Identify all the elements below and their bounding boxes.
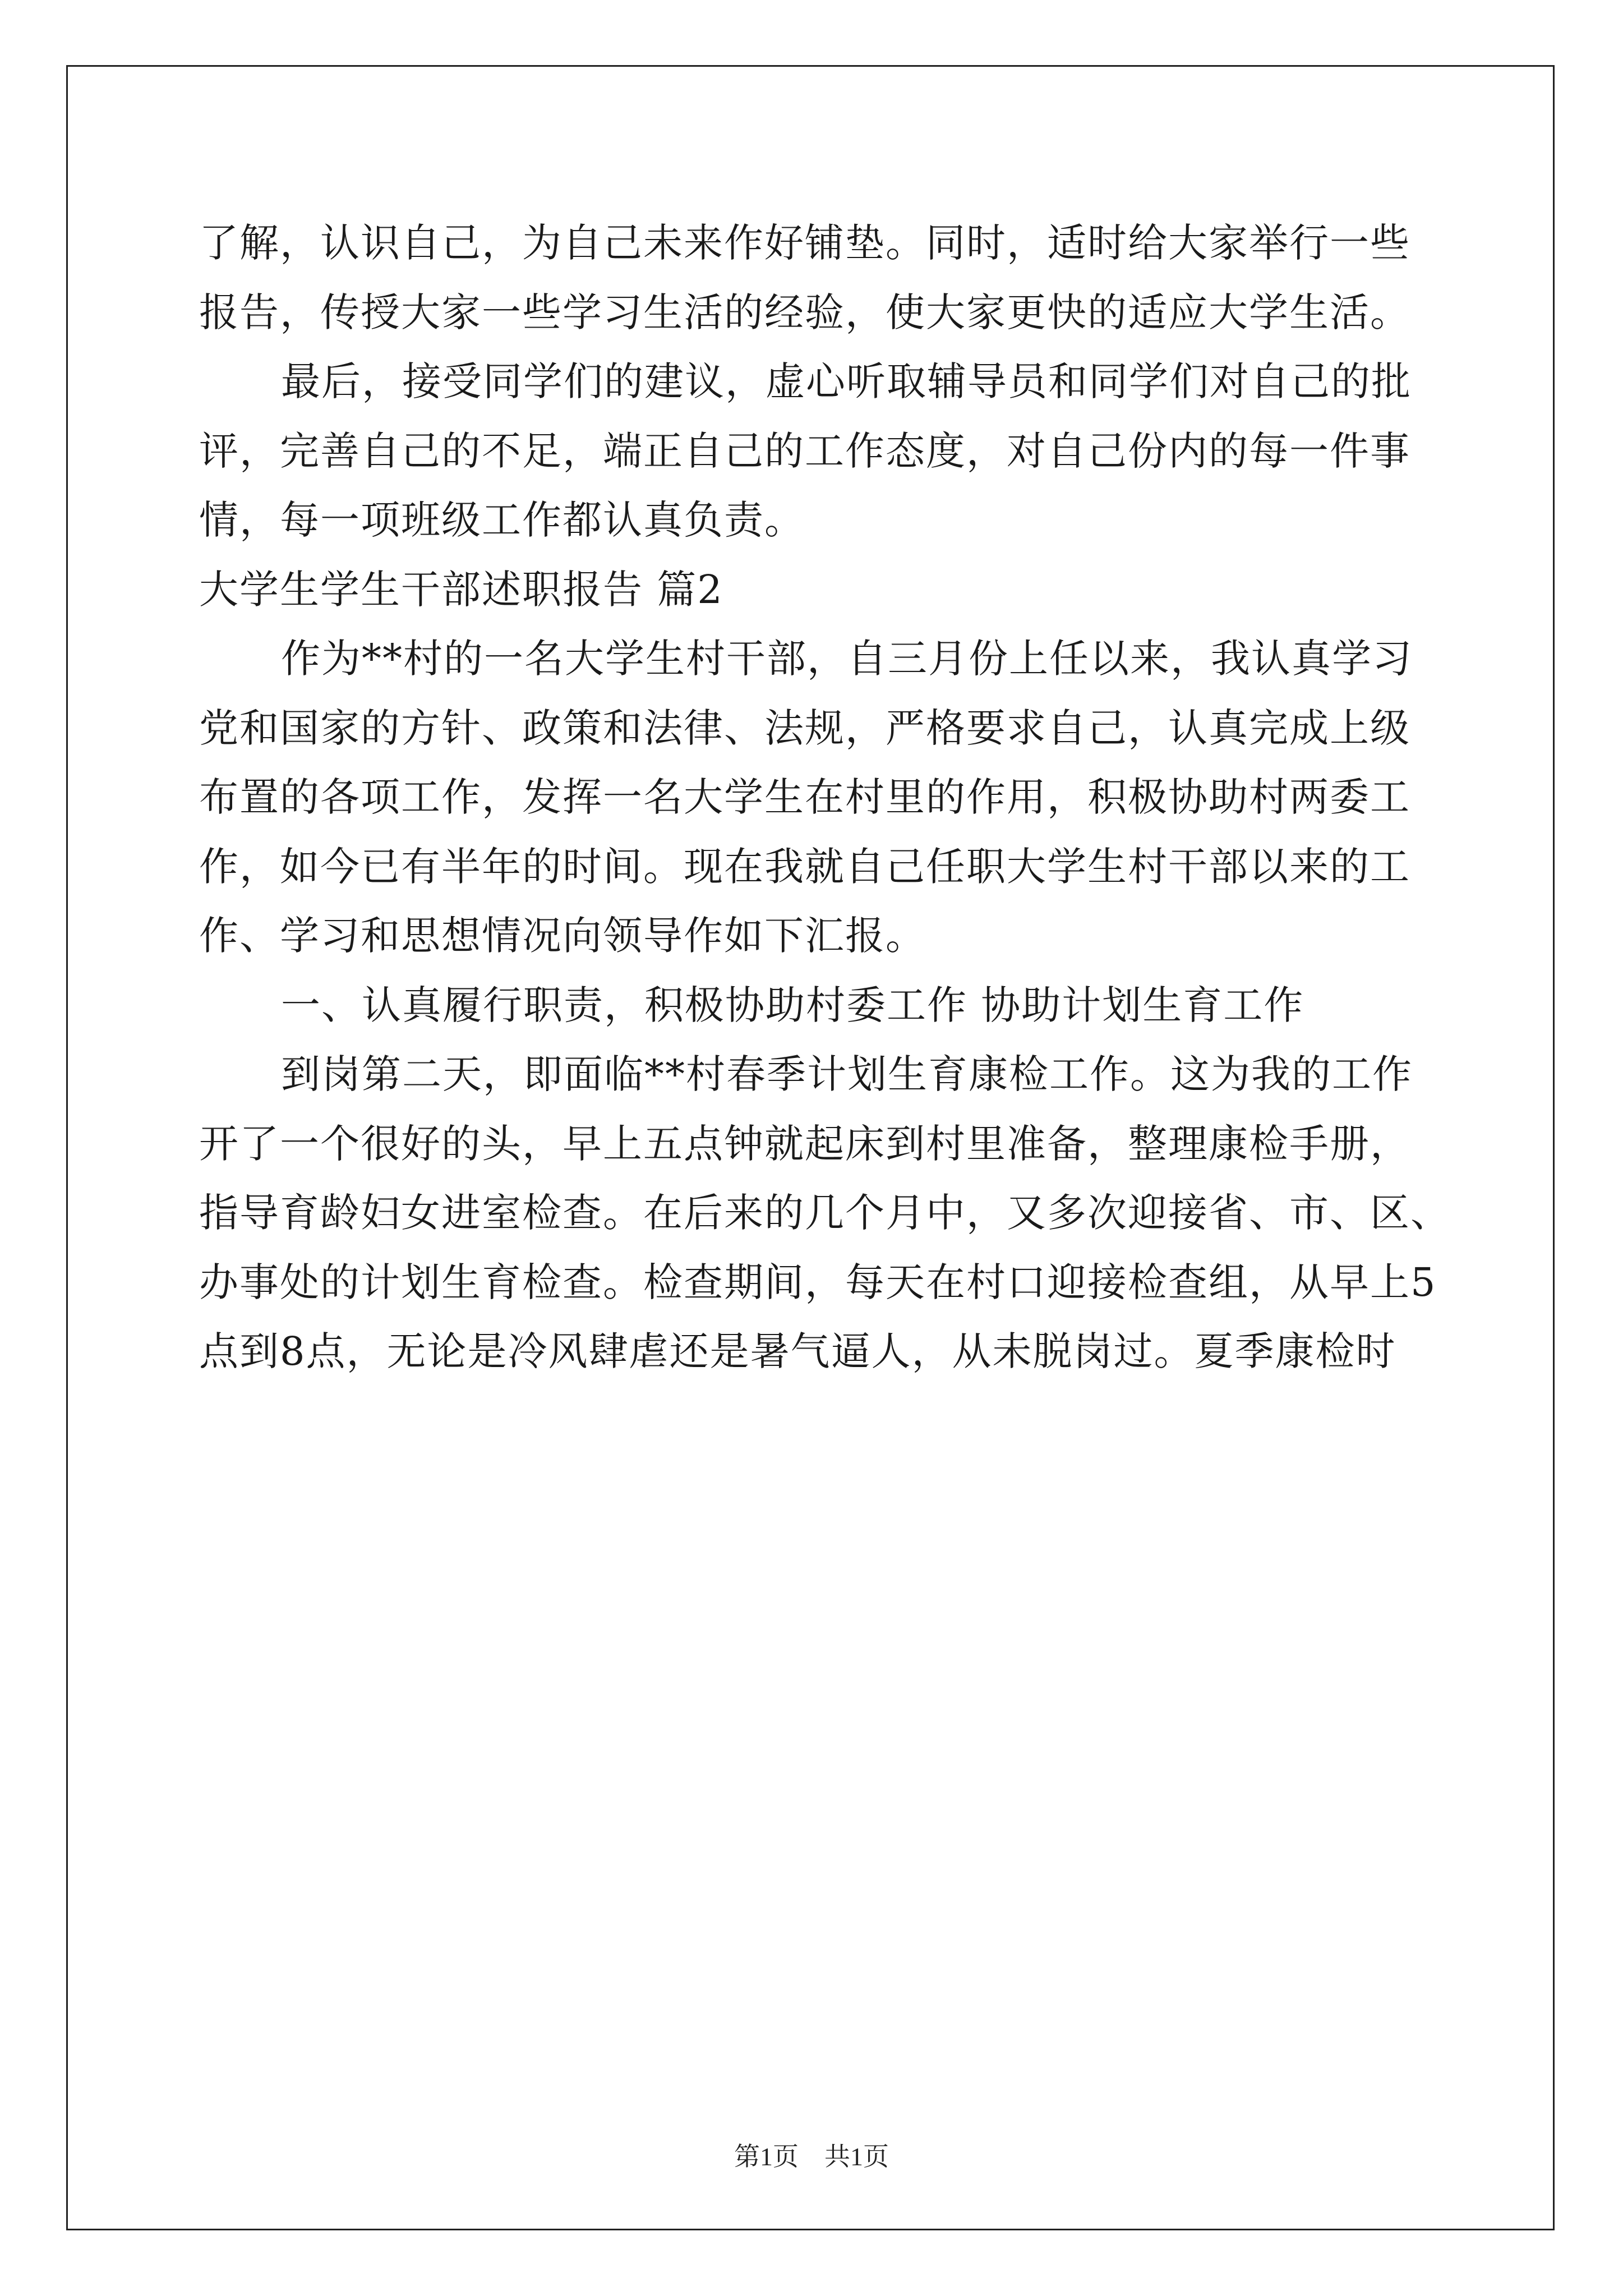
text-line-1: 了解，认识自己，为自己未来作好铺垫。同时，适时给大家举行一些 xyxy=(199,220,1410,266)
text-line-2: 报告，传授大家一些学习生活的经验，使大家更快的适应大学生活。 xyxy=(199,289,1410,335)
text-line-10: 作，如今已有半年的时间。现在我就自己任职大学生村干部以来的工 xyxy=(199,843,1410,890)
text-line-4: 评，完善自己的不足，端正自己的工作态度，对自己份内的每一件事 xyxy=(199,427,1410,474)
text-line-16: 办事处的计划生育检查。检查期间，每天在村口迎接检查组，从早上5 xyxy=(199,1259,1437,1305)
text-line-8: 党和国家的方针、政策和法律、法规，严格要求自己，认真完成上级 xyxy=(199,705,1410,751)
text-line-11: 作、学习和思想情况向领导作如下汇报。 xyxy=(199,913,926,959)
subsection-heading: 一、认真履行职责，积极协助村委工作 协助计划生育工作 xyxy=(281,982,1304,1028)
text-line-9: 布置的各项工作，发挥一名大学生在村里的作用，积极协助村两委工 xyxy=(199,774,1410,820)
text-line-14: 开了一个很好的头，早上五点钟就起床到村里准备，整理康检手册， xyxy=(199,1120,1410,1167)
page-footer xyxy=(0,2136,1623,2173)
section-heading: 大学生学生干部述职报告 篇2 xyxy=(199,566,723,613)
text-line-15: 指导育龄妇女进室检查。在后来的几个月中，又多次迎接省、市、区、 xyxy=(199,1190,1451,1236)
page-number: 第1页 xyxy=(734,2142,799,2171)
document-body xyxy=(199,209,1451,1387)
text-line-13: 到岗第二天，即面临**村春季计划生育康检工作。这为我的工作 xyxy=(281,1051,1413,1097)
page-total: 共1页 xyxy=(824,2142,889,2171)
text-line-17: 点到8点，无论是冷风肆虐还是暑气逼人，从未脱岗过。夏季康检时 xyxy=(199,1328,1396,1374)
text-line-5: 情，每一项班级工作都认真负责。 xyxy=(199,497,805,543)
text-line-3: 最后，接受同学们的建议，虚心听取辅导员和同学们对自己的批 xyxy=(281,358,1412,404)
text-line-7: 作为**村的一名大学生村干部，自三月份上任以来，我认真学习 xyxy=(281,636,1413,682)
